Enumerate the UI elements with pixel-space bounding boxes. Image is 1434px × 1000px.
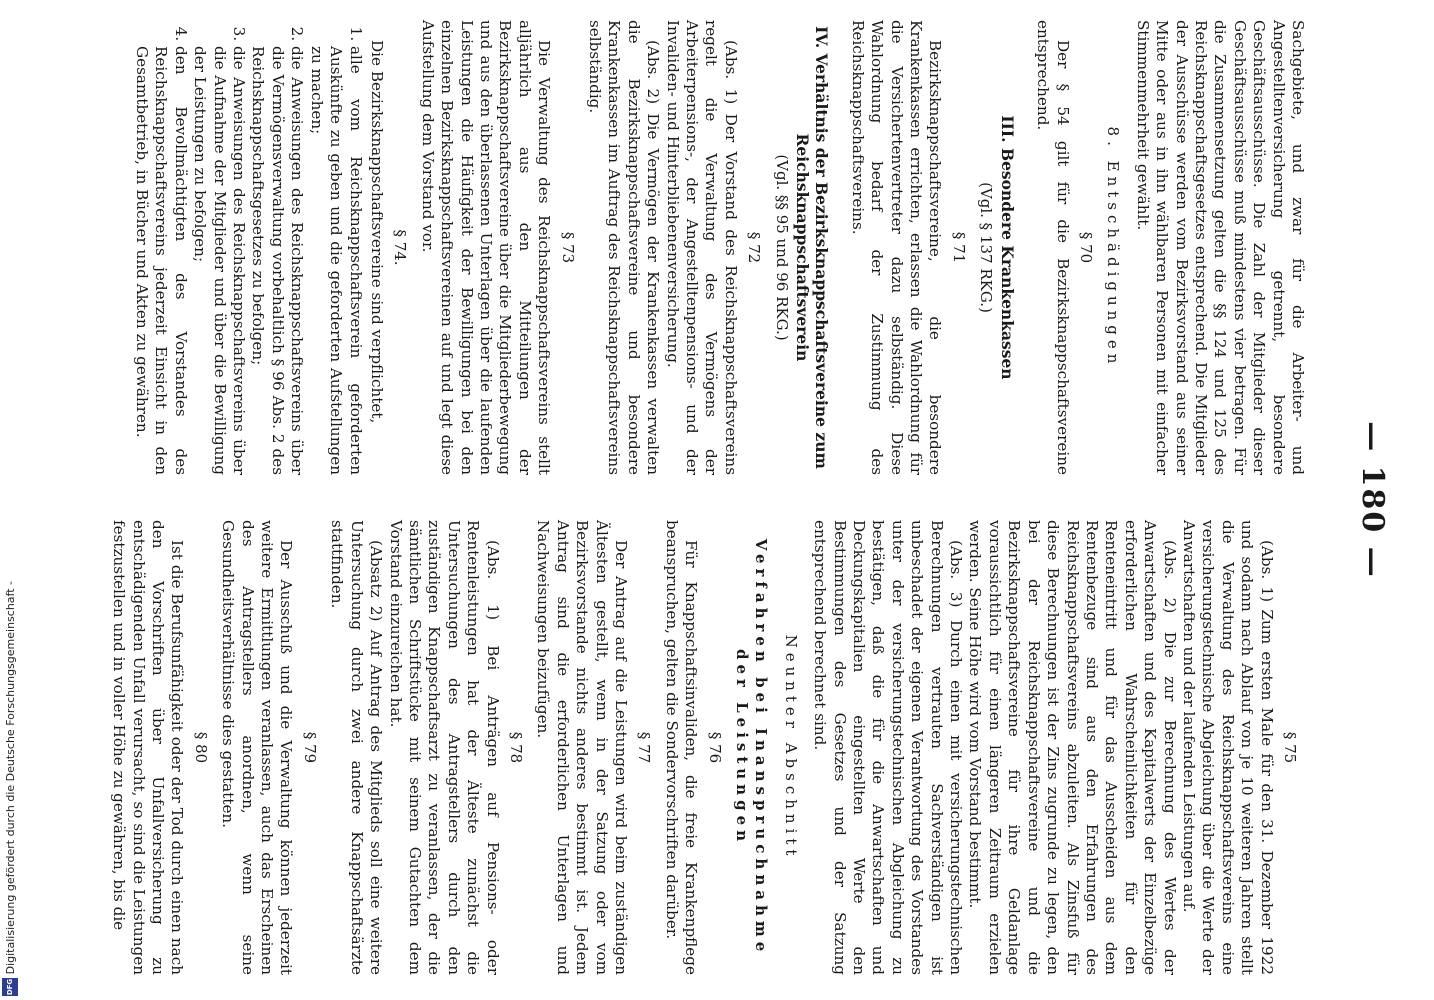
list-item: 2. die Anweisungen des Reichsknappschaftsvereins über die Vermögensverwaltung vorbehaltlich § 96 Abs. 2 des Reichsknappschaftsgesetzes zu befolgen; xyxy=(248,46,306,475)
digitization-credit xyxy=(0,0,22,1000)
section-number: § 77 xyxy=(635,731,654,764)
chapter-heading: IV. Verhältnis der Bezirksknappschaftsvereine zum Reichsknappschaftsverein xyxy=(793,26,832,469)
subsection-title: 8. Entschädigungen xyxy=(1104,126,1123,369)
paragraph: (Abs. 3) Durch einen mit versicherungstechnischen Berechnungen vertrauten Sachverständigen ist unbeschadet der eigenen Verantwortung des Vorstandes unter der versicherungstechnischen Abgleichung zu bestätigen, daß die für die Anwartschaften und Deckungskapitalien eingestellten Werte den Bestimmungen des Gesetzes und der Satzung entsprechend berechnet sind. xyxy=(811,520,966,975)
paragraph: Der § 54 gilt für die Bezirksknappschaftsvereine entsprechend. xyxy=(1034,20,1072,475)
section-number: § 74. xyxy=(391,229,410,266)
paragraph: Der Antrag auf die Leistungen wird beim zuständigen Ältesten gestellt, wenn in der Satzung oder vom Bezirksvorstande nichts anderes bestimmt ist. Jedem Antrag sind die erforderlichen Unterlagen und Nachweisungen beizufügen. xyxy=(534,520,630,975)
section-number: § 71 xyxy=(949,231,968,264)
credit-text: Digitalisierung gefördert durch die Deutsche Forschungsgemeinschaft - xyxy=(4,580,17,974)
list-item: 3. die Anweisungen des Reichsknappschaftsvereins über die Aufnahme der Mitglieder und über die Bewilligung der Leistungen zu befolgen; xyxy=(190,46,248,475)
section-number: § 75 xyxy=(1281,731,1299,764)
paragraph: (Abs. 1) Der Vorstand des Reichsknappschaftsvereins regelt die Verwaltung des Vermögens der Arbeiterpensions-, der Angestelltenpensions- und der Invaliden- und Hinterbliebenenversicherung. xyxy=(663,20,740,475)
paragraph: Sachgebiete, und zwar für die Arbeiter- und Angestelltenversicherung getrennt, besondere Geschäftsausschüsse. Die Zahl der Mitglieder dieser Geschäftsausschüsse muß mindestens vier betragen. Für die Zusammensetzung gelten die §§ 124 und 125 des Reichsknappschaftsgesetzes entsprechend. Die Mitglieder der Ausschüsse werden vom Bezirksvorstand aus seiner Mitte oder aus in ihn wählbaren Personen mit einfacher Stimmenmehrheit gewählt. xyxy=(1133,20,1307,475)
right-column xyxy=(47,520,1307,975)
chapter-reference: (Vgl. § 137 RKG.) xyxy=(977,182,996,313)
dfg-logo: DFG xyxy=(2,978,18,996)
section-number: § 80 xyxy=(191,731,210,764)
section-number: § 70 xyxy=(1076,231,1095,264)
paragraph: Ist die Berufsunfähigkeit oder der Tod durch einen nach den Vorschriften über Unfallversicherung zu entschädigenden Unfall verursacht, so sind die Leistungen festzustellen und in voller Höhe zu gewähren, bis die xyxy=(110,520,187,975)
paragraph: (Abs. 2) Die Vermögen der Krankenkassen verwalten die Bezirksknappschaftsvereine und besondere Krankenkassen im Auftrag des Reichsknappschaftsvereins selbständig. xyxy=(586,20,663,475)
left-column xyxy=(47,20,1307,475)
paragraph: Die Bezirksknappschaftsvereine sind verpflichtet, xyxy=(367,40,386,424)
chapter-reference: (Vgl. §§ 95 und 96 RKG.) xyxy=(772,154,791,341)
scanned-page xyxy=(27,0,1417,1000)
section-number: § 79 xyxy=(300,731,319,764)
part-title: Neunter Abschnitt xyxy=(781,634,800,861)
chapter-heading: III. Besondere Krankenkassen xyxy=(997,115,1017,380)
paragraph: Die Verwaltung des Reichsknappschaftsvereins stellt alljährlich aus den Mitteilungen der Bezirksknappschaftsvereine über die Mitgliederbewegung und aus den überlassenen Unterlagen über die laufenden Leistungen die Häufigkeit der Bewilligungen bei den einzelnen Bezirksknappschaftsvereinen auf und legt diese Aufstellung dem Vorstand vor. xyxy=(418,20,554,475)
paragraph: (Abs. 2) Die zur Berechnung des Wertes der Anwartschaften und des Kapitalwerts der Einzelbezüge erforderlichen Wahrscheinlichkeiten für den Renteneintritt und für das Ausscheiden aus dem Rentenbezuge sind aus den Erfahrungen des Reichsknappschaftsvereins abzuleiten. Als Zinsfuß für diese Berechnungen ist der Zins zugrunde zu legen, den bei der Reichsknappschaftsvereine und die Bezirksknappschaftsvereine für ihre Geldanlage voraussichtlich für einen längeren Zeitraum erzielen werden. Seine Höhe wird vom Vorstand bestimmt. xyxy=(966,520,1179,975)
part-subtitle: Verfahren bei Inanspruchnahme der Leistungen xyxy=(733,538,771,957)
page-header xyxy=(1327,0,1417,1000)
section-number: § 72 xyxy=(745,231,764,264)
paragraph: (Abs. 1) Zum ersten Male für den 31. Dezember 1922 und sodann nach Ablauf von je 10 weiteren Jahren stellt die Verwaltung des Reichsknappschaftsvereins eine versicherungstechnische Abgleichung über die Werte der Anwartschaften und der laufenden Leistungen auf. xyxy=(1179,520,1276,975)
section-number: § 73 xyxy=(558,231,577,264)
paragraph: Bezirksknappschaftsvereine, die besondere Krankenkassen errichten, erlassen die Wahlordnung für die Versichertenvertreter dazu selbständig. Diese Wahlordnung bedarf der Zustimmung des Reichsknappschaftsvereins. xyxy=(848,20,945,475)
list-item: 4. den Bevollmächtigten des Vorstandes des Reichsknappschaftsvereins jederzeit Einsicht in den Gesamtbetrieb, in Bücher und Akten zu gewähren. xyxy=(132,46,190,475)
paragraph: Für Knappschaftsinvaliden, die freie Krankenpflege beanspruchen, gelten die Sondervorschriften darüber. xyxy=(662,520,701,975)
obligation-list xyxy=(132,20,365,475)
paragraph: (Absatz 2) Auf Antrag des Mitglieds soll eine weitere Untersuchung durch zwei andere Knappschaftsärzte stattfinden. xyxy=(328,520,386,975)
section-number: § 78 xyxy=(506,731,525,764)
paragraph: (Abs. 1) Bei Anträgen auf Pensions- oder Rentenleistungen hat der Älteste zunächst die Untersuchungen des Antragstellers durch den zuständigen Knappschaftsarzt zu veranlassen, der die sämtlichen Schriftstücke mit seinem Gutachten dem Vorstand einzureichen hat. xyxy=(386,520,502,975)
paragraph: Der Ausschuß und die Verwaltung können jederzeit weitere Ermittlungen veranlassen, auch das Erscheinen des Antragstellers anordnen, wenn seine Gesundheitsverhältnisse dies gestatten. xyxy=(219,520,296,975)
page-number: — 180 — xyxy=(1355,421,1390,579)
list-item: 1. alle vom Reichsknappschaftsverein geforderten Auskünfte zu geben und die geforderten Aufstellungen zu machen; xyxy=(306,46,364,475)
section-number: § 76 xyxy=(705,731,724,764)
